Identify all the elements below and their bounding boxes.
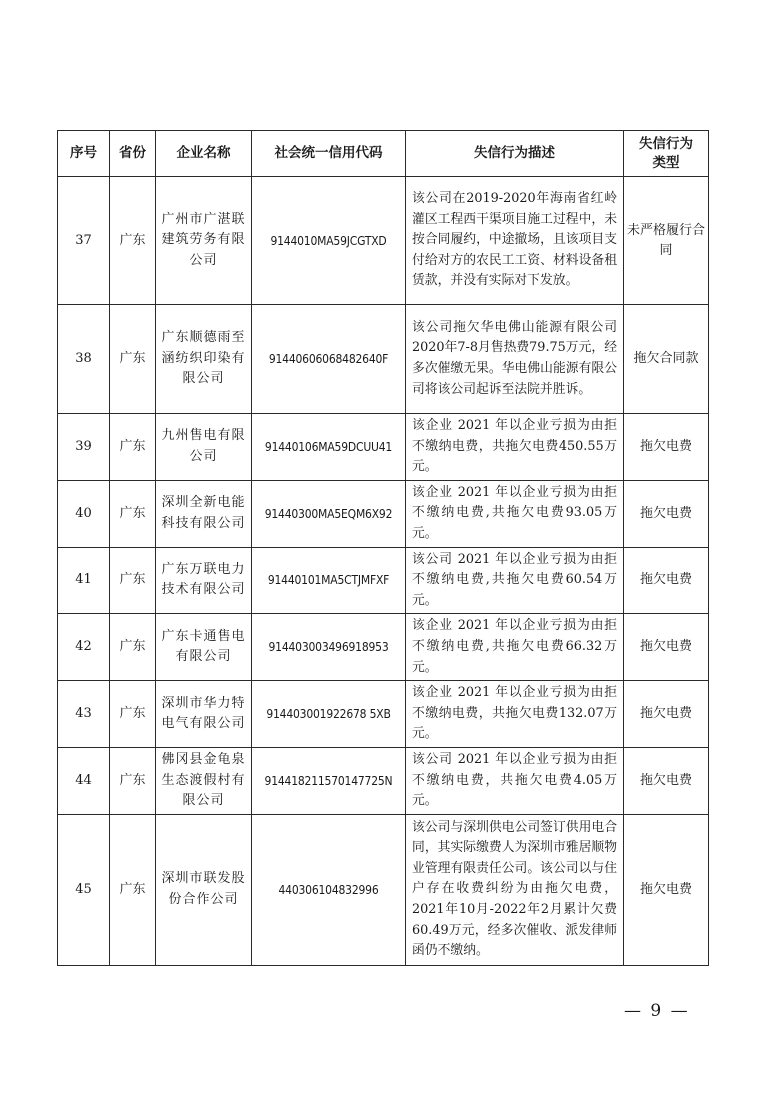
row-description: 该公司 2021 年以企业亏损为由拒不缴纳电费，共拖欠电费4.05万元。 xyxy=(406,747,624,814)
header-credit-code: 社会统一信用代码 xyxy=(252,131,406,177)
table-row xyxy=(58,614,709,681)
row-credit-code: 91440300MA5EQM6X92 xyxy=(252,480,406,547)
row-seq: 43 xyxy=(58,681,110,748)
row-credit-code: 91440106MA59DCUU41 xyxy=(252,414,406,481)
row-type: 拖欠合同款 xyxy=(624,305,709,414)
row-seq: 37 xyxy=(58,177,110,305)
row-description: 该公司与深圳供电公司签订供用电合同，其实际缴费人为深圳市雅居顺物业管理有限责任公司。该公司以与住户存在收费纠纷为由拖欠电费，2021年10月-2022年2月累计欠费60.49万元，经多次催收、派发律师函仍不缴纳。 xyxy=(406,814,624,965)
row-province: 广东 xyxy=(110,177,156,305)
row-credit-code: 9144010MA59JCGTXD xyxy=(252,177,406,305)
row-province: 广东 xyxy=(110,747,156,814)
row-seq: 40 xyxy=(58,480,110,547)
header-company: 企业名称 xyxy=(156,131,252,177)
table-row xyxy=(58,177,709,305)
row-description: 该公司 2021 年以企业亏损为由拒不缴纳电费,共拖欠电费60.54万元。 xyxy=(406,547,624,614)
row-province: 广东 xyxy=(110,814,156,965)
row-company: 佛冈县金龟泉生态渡假村有限公司 xyxy=(156,747,252,814)
table-row xyxy=(58,814,709,965)
row-type: 拖欠电费 xyxy=(624,480,709,547)
row-province: 广东 xyxy=(110,414,156,481)
header-seq: 序号 xyxy=(58,131,110,177)
row-credit-code: 914403003496918953 xyxy=(252,614,406,681)
row-seq: 39 xyxy=(58,414,110,481)
row-description: 该公司在2019-2020年海南省红岭灌区工程西干渠项目施工过程中，未按合同履约，中途撤场，且该项目支付给对方的农民工工资、材料设备租赁款，并没有实际对下发放。 xyxy=(406,177,624,305)
row-credit-code: 440306104832996 xyxy=(252,814,406,965)
row-type: 拖欠电费 xyxy=(624,814,709,965)
row-description: 该公司拖欠华电佛山能源有限公司2020年7-8月售热费79.75万元，经多次催缴无果。华电佛山能源有限公司将该公司起诉至法院并胜诉。 xyxy=(406,305,624,414)
row-seq: 38 xyxy=(58,305,110,414)
row-seq: 42 xyxy=(58,614,110,681)
row-type: 未严格履行合同 xyxy=(624,177,709,305)
header-type: 失信行为类型 xyxy=(624,131,709,177)
row-description: 该企业 2021 年以企业亏损为由拒不缴纳电费，共拖欠电费450.55万元。 xyxy=(406,414,624,481)
page-number: — 9 — xyxy=(624,1001,690,1021)
row-seq: 44 xyxy=(58,747,110,814)
row-description: 该企业 2021 年以企业亏损为由拒不缴纳电费,共拖欠电费66.32万元。 xyxy=(406,614,624,681)
row-description: 该企业 2021 年以企业亏损为由拒不缴纳电费,共拖欠电费93.05万元。 xyxy=(406,480,624,547)
row-type: 拖欠电费 xyxy=(624,547,709,614)
row-credit-code: 914403001922678 5XB xyxy=(252,681,406,748)
row-company: 深圳市华力特电气有限公司 xyxy=(156,681,252,748)
row-seq: 41 xyxy=(58,547,110,614)
row-description: 该企业 2021 年以企业亏损为由拒不缴纳电费，共拖欠电费132.07万元。 xyxy=(406,681,624,748)
header-description: 失信行为描述 xyxy=(406,131,624,177)
row-province: 广东 xyxy=(110,547,156,614)
row-type: 拖欠电费 xyxy=(624,414,709,481)
row-company: 广东顺德雨至涵纺织印染有限公司 xyxy=(156,305,252,414)
table-row xyxy=(58,681,709,748)
row-credit-code: 914418211570147725N xyxy=(252,747,406,814)
table-header-row xyxy=(58,131,709,177)
row-province: 广东 xyxy=(110,305,156,414)
row-province: 广东 xyxy=(110,614,156,681)
row-company: 深圳市联发股份合作公司 xyxy=(156,814,252,965)
table-row xyxy=(58,414,709,481)
row-type: 拖欠电费 xyxy=(624,747,709,814)
row-credit-code: 91440606068482640F xyxy=(252,305,406,414)
row-province: 广东 xyxy=(110,681,156,748)
row-province: 广东 xyxy=(110,480,156,547)
row-company: 广东万联电力技术有限公司 xyxy=(156,547,252,614)
credit-table xyxy=(57,130,709,966)
header-province: 省份 xyxy=(110,131,156,177)
row-seq: 45 xyxy=(58,814,110,965)
table-row xyxy=(58,480,709,547)
row-company: 广州市广湛联建筑劳务有限公司 xyxy=(156,177,252,305)
row-type: 拖欠电费 xyxy=(624,681,709,748)
row-type: 拖欠电费 xyxy=(624,614,709,681)
table-row xyxy=(58,747,709,814)
row-company: 九州售电有限公司 xyxy=(156,414,252,481)
row-credit-code: 91440101MA5CTJMFXF xyxy=(252,547,406,614)
table-row xyxy=(58,305,709,414)
table-row xyxy=(58,547,709,614)
row-company: 广东卡通售电有限公司 xyxy=(156,614,252,681)
row-company: 深圳全新电能科技有限公司 xyxy=(156,480,252,547)
